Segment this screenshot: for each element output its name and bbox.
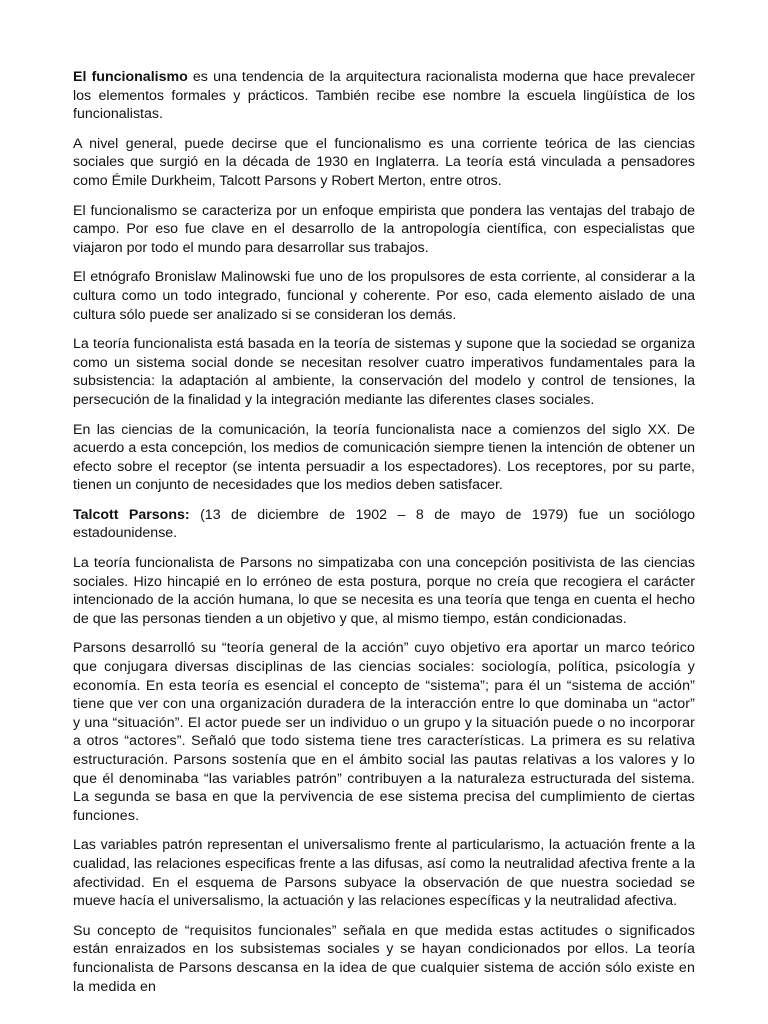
paragraph-text: (13 de diciembre de 1902 – 8 de mayo de 1979) fue un sociólogo estadounidense. xyxy=(73,506,695,542)
paragraph: Las variables patrón representan el universalismo frente al particularismo, la actuación frente a la cualidad, las relaciones especificas frente a las difusas, así como la neutralidad afectiva frente a la afectividad. En el esquema de Parsons subyace la observación de que nuestra sociedad se mueve hacía el universalismo, la actuación y las relaciones específicas y la neutralidad afectiva. xyxy=(73,837,695,910)
document-page xyxy=(73,68,695,1007)
term-funcionalismo: El funcionalismo xyxy=(73,69,188,85)
paragraph-text: es una tendencia de la arquitectura racionalista moderna que hace prevalecer los elementos formales y prácticos. También recibe ese nombre la escuela lingüística de los funcionalistas. xyxy=(73,69,695,123)
paragraph: El etnógrafo Bronislaw Malinowski fue uno de los propulsores de esta corriente, al considerar a la cultura como un todo integrado, funcional y coherente. Por eso, cada elemento aislado de una cultura sólo puede ser analizado si se consideran los demás. xyxy=(73,269,695,323)
paragraph: La teoría funcionalista de Parsons no simpatizaba con una concepción positivista de las ciencias sociales. Hizo hincapié en lo erróneo de esta postura, porque no creía que recogiera el carácter intencionado de la acción humana, lo que se necesita es una teoría que tenga en cuenta el hecho de que las personas tienden a un objetivo y que, al mismo tiempo, están condicionadas. xyxy=(73,555,695,627)
paragraph: Su concepto de “requisitos funcionales” señala en que medida estas actitudes o significados están enraizados en los subsistemas sociales y se hayan condicionados por ellos. La teoría funcionalista de Parsons descansa en la idea de que cualquier sistema de acción sólo existe en la medida en xyxy=(73,922,695,995)
paragraph: La teoría funcionalista está basada en la teoría de sistemas y supone que la sociedad se organiza como un sistema social donde se necesitan resolver cuatro imperativos fundamentales para la subsistencia: la adaptación al ambiente, la conservación del modelo y control de tensiones, la persecución de la finalidad y la integración mediante las diferentes clases sociales. xyxy=(73,336,695,408)
term-talcott-parsons: Talcott Parsons: xyxy=(73,506,190,523)
paragraph: Parsons desarrolló su “teoría general de la acción” cuyo objetivo era aportar un marco teórico que conjugara diversas disciplinas de las ciencias sociales: sociología, política, psicología y economía. En esta teoría es esencial el concepto de “sistema”; para él un “sistema de acción” tiene que ver con una organización duradera de la interacción entre lo que dominaba un “actor” y una “situación”. El actor puede ser un individuo o un grupo y la situación puede o no incorporar a otros “actores”. Señaló que todo sistema tiene tres características. La primera es su relativa estructuración. Parsons sostenía que en el ámbito social las pautas relativas a los valores y lo que él denominaba “las variables patrón” contribuyen a la naturaleza estructurada del sistema. La segunda se basa en que la pervivencia de ese sistema precisa del cumplimiento de ciertas funciones. xyxy=(73,640,695,824)
paragraph: El funcionalismo se caracteriza por un enfoque empirista que pondera las ventajas del trabajo de campo. Por eso fue clave en el desarrollo de la antropología científica, con especialistas que viajaron por todo el mundo para desarrollar sus trabajos. xyxy=(73,202,695,256)
paragraph: A nivel general, puede decirse que el funcionalismo es una corriente teórica de las ciencias sociales que surgió en la década de 1930 en Inglaterra. La teoría está vinculada a pensadores como Émile Durkheim, Talcott Parsons y Robert Merton, entre otros. xyxy=(73,135,695,189)
paragraph: En las ciencias de la comunicación, la teoría funcionalista nace a comienzos del siglo XX. De acuerdo a esta concepción, los medios de comunicación siempre tienen la intención de obtener un efecto sobre el receptor (se intenta persuadir a los espectadores). Los receptores, por su parte, tienen un conjunto de necesidades que los medios deben satisfacer. xyxy=(73,421,695,494)
paragraph-intro xyxy=(73,68,695,124)
paragraph-parsons-intro xyxy=(73,506,695,543)
